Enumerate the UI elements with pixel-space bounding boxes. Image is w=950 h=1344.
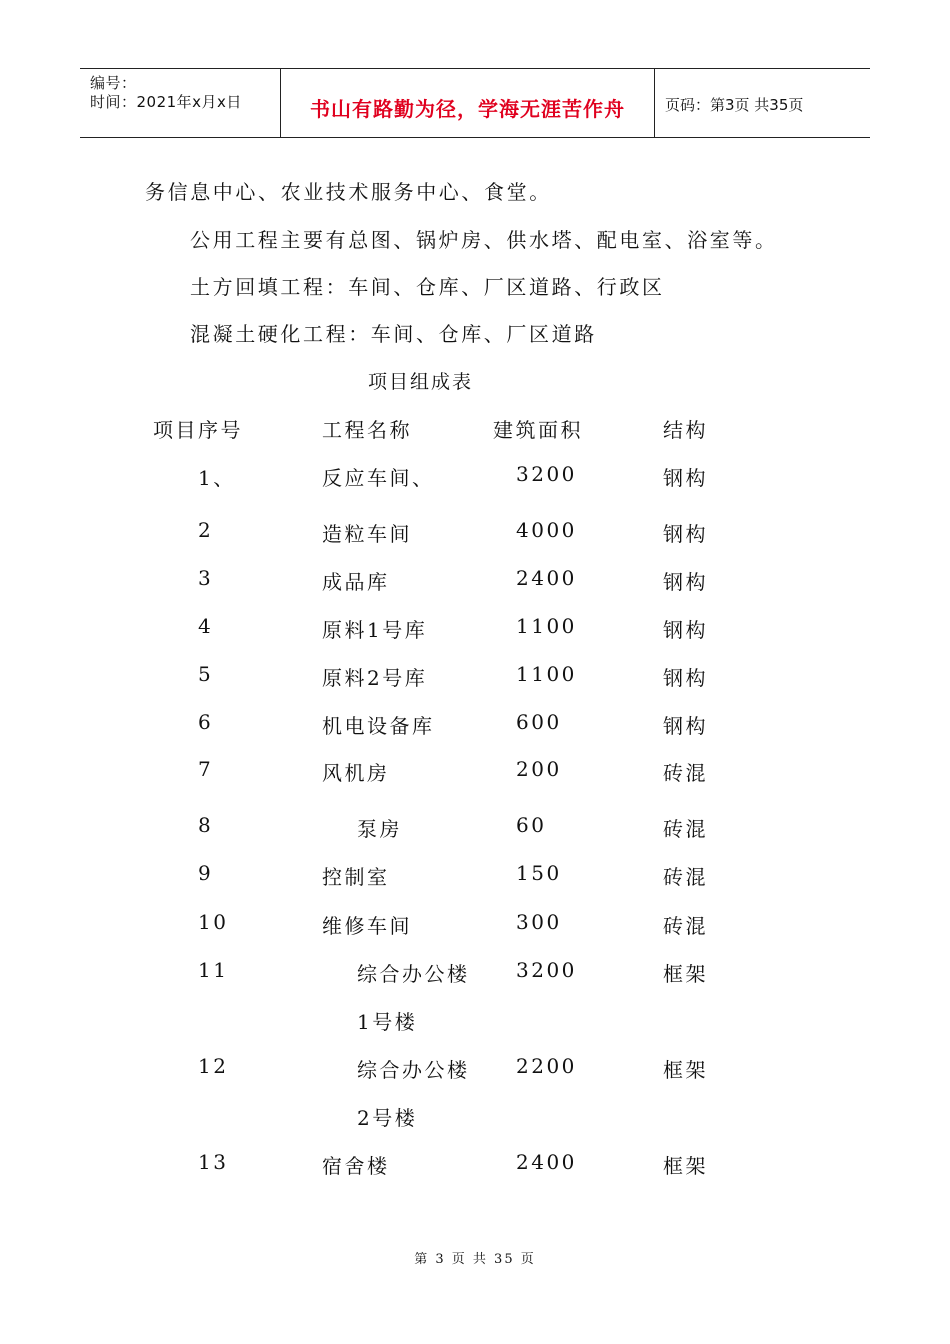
table-cell-area: 3200 — [516, 462, 577, 486]
table-cell-structure: 框架 — [663, 962, 708, 986]
table-cell-structure: 砖混 — [663, 761, 708, 785]
table-cell-structure: 钢构 — [663, 522, 708, 546]
table-cell-no: 9 — [198, 861, 214, 885]
table-cell-name: 综合办公楼 — [357, 962, 470, 986]
col-header-name: 工程名称 — [322, 418, 412, 442]
paragraph-continuation: 务信息中心、农业技术服务中心、食堂。 — [145, 180, 552, 204]
col-header-area: 建筑面积 — [493, 418, 583, 442]
table-cell-no: 11 — [198, 958, 229, 982]
table-cell-area: 2400 — [516, 566, 577, 590]
table-cell-structure: 砖混 — [663, 817, 708, 841]
table-cell-name: 维修车间 — [322, 914, 412, 938]
table-title: 项目组成表 — [368, 371, 474, 393]
table-cell-name-continued: 2号楼 — [357, 1106, 418, 1130]
paragraph-earthwork: 土方回填工程：车间、仓库、厂区道路、行政区 — [190, 275, 665, 299]
table-cell-structure: 钢构 — [663, 466, 708, 490]
page-footer: 第 3 页 共 35 页 — [414, 1252, 536, 1267]
table-cell-no: 12 — [198, 1054, 229, 1078]
table-cell-area: 200 — [516, 757, 562, 781]
table-cell-structure: 框架 — [663, 1154, 708, 1178]
table-cell-area: 60 — [516, 813, 547, 837]
table-cell-area: 2200 — [516, 1054, 577, 1078]
table-cell-area: 300 — [516, 910, 562, 934]
table-cell-name: 控制室 — [322, 865, 390, 889]
table-cell-area: 600 — [516, 710, 562, 734]
table-cell-structure: 钢构 — [663, 666, 708, 690]
table-cell-no: 6 — [198, 710, 214, 734]
page-header — [80, 68, 870, 138]
table-cell-no: 10 — [198, 910, 229, 934]
table-cell-structure: 框架 — [663, 1058, 708, 1082]
table-cell-area: 3200 — [516, 958, 577, 982]
table-cell-name: 反应车间、 — [322, 466, 435, 490]
document-date: 时间：2021年x月x日 — [90, 93, 242, 111]
table-cell-name: 机电设备库 — [322, 714, 435, 738]
header-page-cell — [655, 69, 870, 137]
table-cell-name: 造粒车间 — [322, 522, 412, 546]
table-cell-area: 150 — [516, 861, 562, 885]
table-cell-area: 1100 — [516, 614, 577, 638]
table-cell-name: 泵房 — [357, 817, 402, 841]
table-cell-no: 13 — [198, 1150, 229, 1174]
table-cell-structure: 砖混 — [663, 865, 708, 889]
header-motto: 书山有路勤为径，学海无涯苦作舟 — [310, 97, 625, 121]
table-cell-no: 3 — [198, 566, 214, 590]
table-cell-no: 8 — [198, 813, 214, 837]
table-cell-no: 7 — [198, 757, 214, 781]
table-cell-area: 1100 — [516, 662, 577, 686]
table-cell-structure: 砖混 — [663, 914, 708, 938]
paragraph-public-works: 公用工程主要有总图、锅炉房、供水塔、配电室、浴室等。 — [190, 228, 778, 252]
document-number-label: 编号： — [90, 74, 137, 92]
header-motto-cell — [280, 69, 655, 137]
table-cell-name: 成品库 — [322, 570, 390, 594]
table-cell-no: 1、 — [198, 466, 236, 490]
table-cell-structure: 钢构 — [663, 618, 708, 642]
table-cell-name: 原料2号库 — [322, 666, 428, 690]
table-cell-no: 4 — [198, 614, 214, 638]
table-cell-structure: 钢构 — [663, 714, 708, 738]
paragraph-concrete: 混凝土硬化工程：车间、仓库、厂区道路 — [190, 322, 597, 346]
table-cell-no: 2 — [198, 518, 214, 542]
table-cell-name: 宿舍楼 — [322, 1154, 390, 1178]
col-header-structure: 结构 — [663, 418, 708, 442]
header-meta-cell — [80, 69, 280, 137]
table-cell-structure: 钢构 — [663, 570, 708, 594]
header-page-info: 页码：第3页 共35页 — [665, 96, 804, 114]
table-cell-no: 5 — [198, 662, 214, 686]
table-cell-name: 风机房 — [322, 761, 390, 785]
table-cell-name: 综合办公楼 — [357, 1058, 470, 1082]
col-header-no: 项目序号 — [153, 418, 243, 442]
table-cell-area: 2400 — [516, 1150, 577, 1174]
table-cell-name-continued: 1号楼 — [357, 1010, 418, 1034]
table-cell-name: 原料1号库 — [322, 618, 428, 642]
table-cell-area: 4000 — [516, 518, 577, 542]
